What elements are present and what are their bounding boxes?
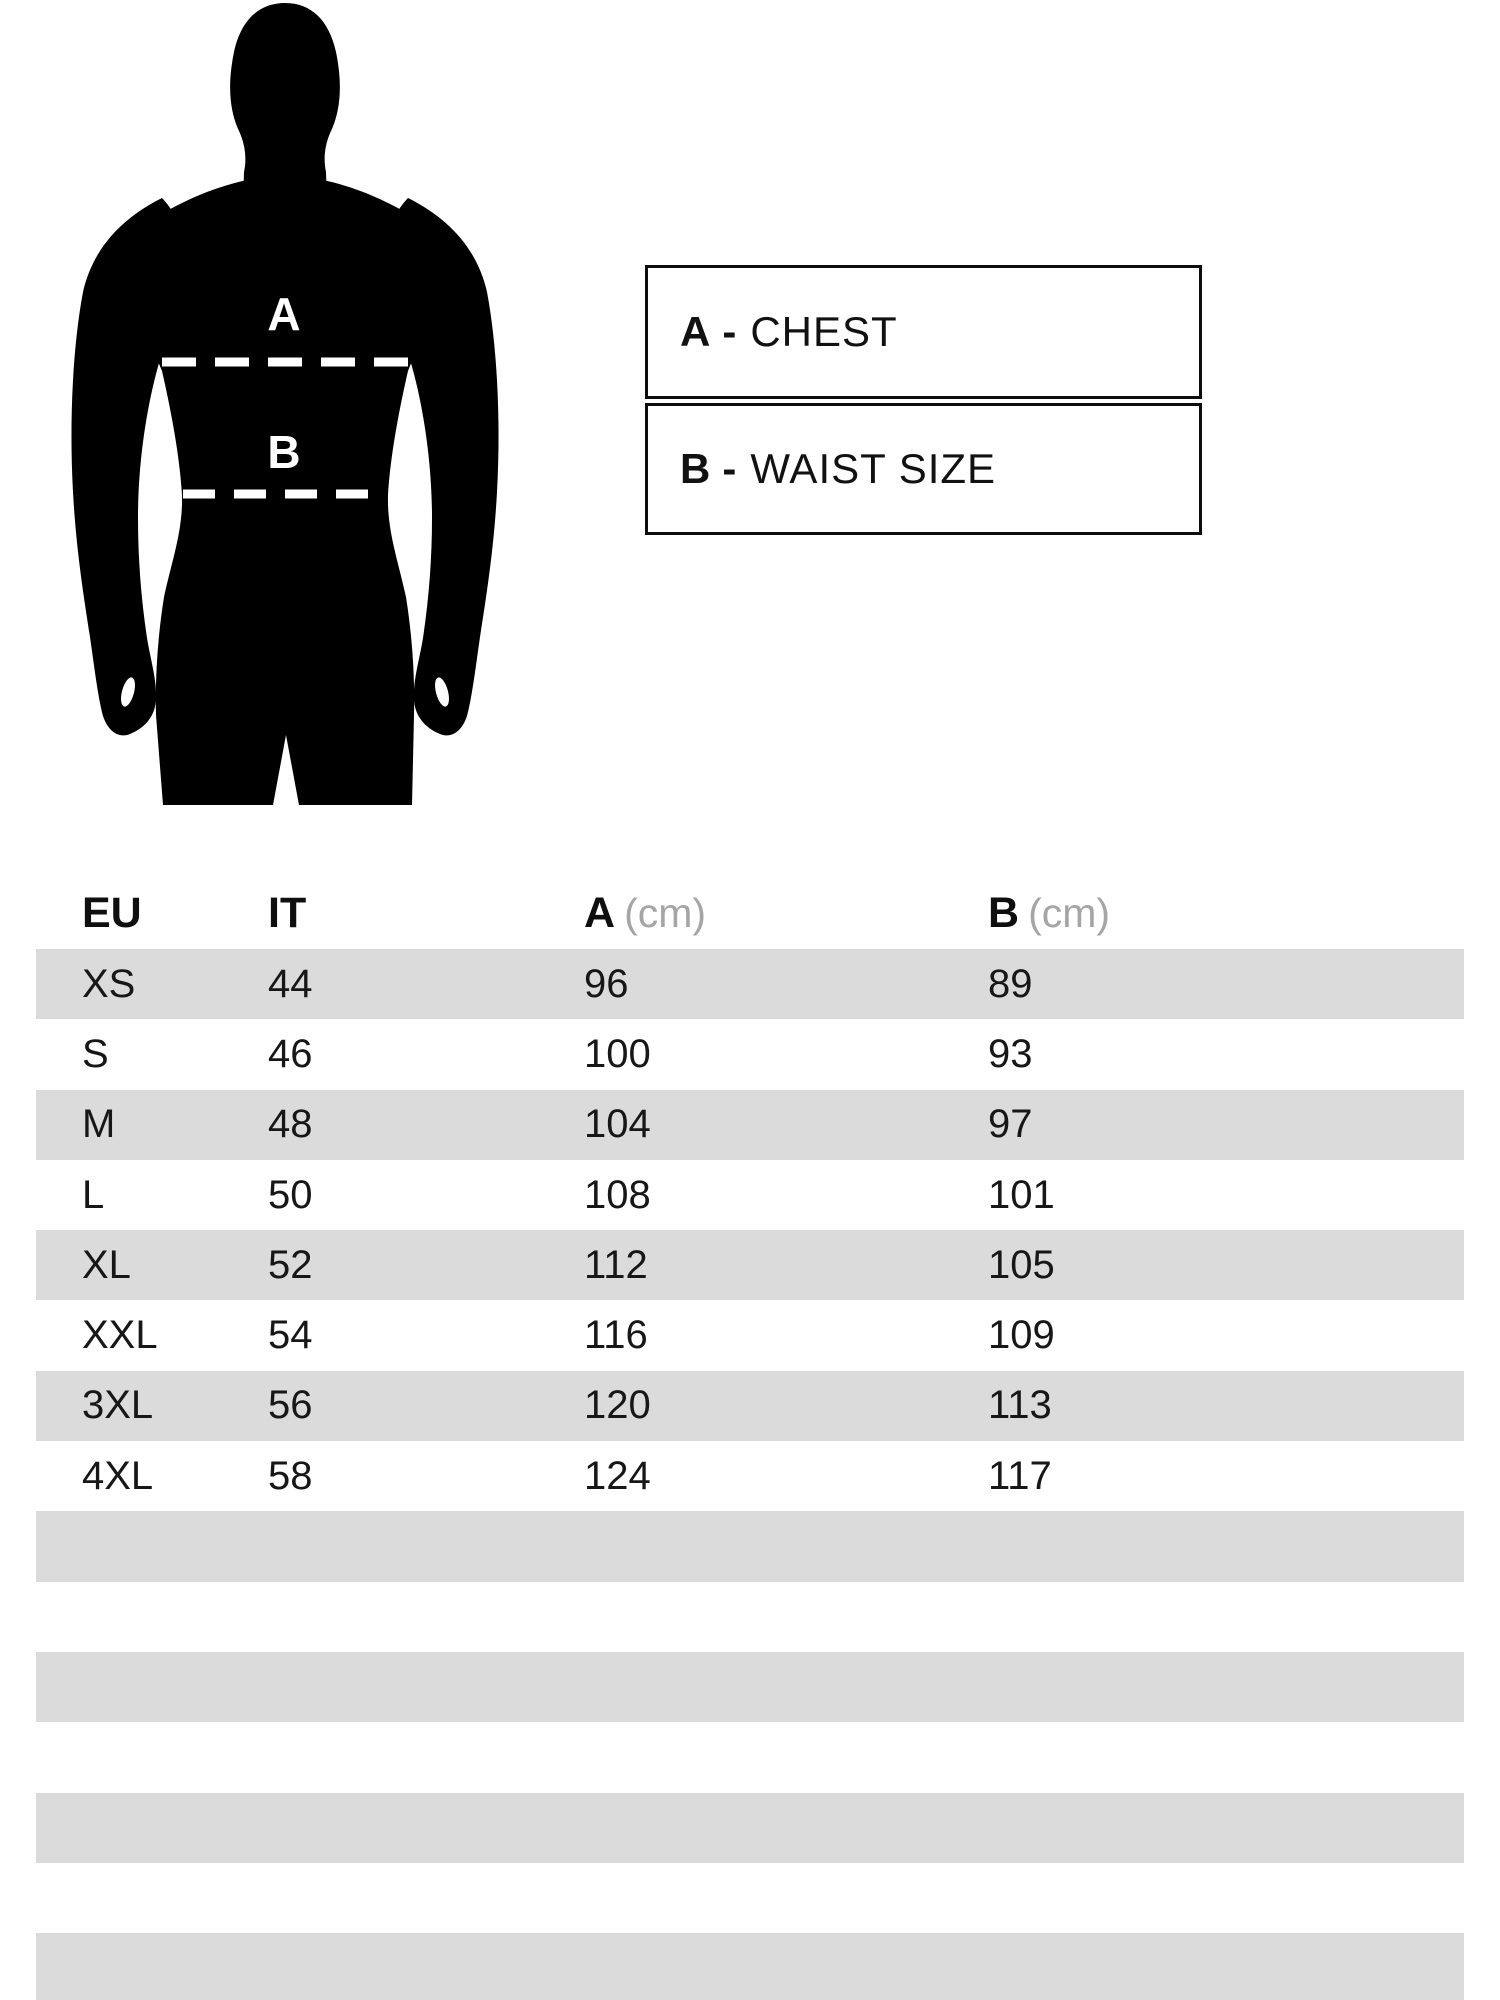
empty-stripe-row	[36, 1652, 1464, 1722]
column-header-unit: (cm)	[1028, 890, 1111, 936]
size-cell: 56	[268, 1383, 313, 1428]
size-cell: 48	[268, 1102, 313, 1147]
male-silhouette-diagram	[0, 0, 570, 815]
size-cell: 46	[268, 1031, 313, 1076]
column-header-label: B	[988, 889, 1020, 937]
size-cell: 124	[584, 1453, 651, 1498]
size-cell: 112	[584, 1242, 648, 1287]
legend-separator: -	[722, 445, 737, 492]
column-header-b-cm	[988, 878, 1110, 949]
size-row-xl	[36, 1230, 1464, 1300]
empty-stripe-row	[36, 1793, 1464, 1863]
size-cell: 108	[584, 1172, 651, 1217]
column-header-it	[268, 878, 315, 949]
size-cell: 3XL	[82, 1383, 154, 1428]
empty-stripe-row	[36, 1511, 1464, 1581]
size-cell: 4XL	[82, 1453, 154, 1498]
column-header-label: EU	[82, 889, 142, 937]
measurement-legend	[645, 265, 1202, 535]
legend-key-a: A	[680, 308, 711, 355]
column-header-label: A	[584, 889, 616, 937]
size-cell: M	[82, 1102, 116, 1147]
column-header-eu	[82, 878, 151, 949]
waist-marker-label: B	[267, 426, 301, 478]
size-cell: 89	[988, 961, 1033, 1006]
size-cell: 116	[584, 1313, 648, 1358]
size-cell: 113	[988, 1383, 1052, 1428]
size-cell: 97	[988, 1102, 1033, 1147]
size-cell: 58	[268, 1453, 313, 1498]
size-cell: 120	[584, 1383, 651, 1428]
size-row-3xl	[36, 1371, 1464, 1441]
size-row-m	[36, 1090, 1464, 1160]
size-cell: 96	[584, 961, 629, 1006]
size-table	[36, 878, 1464, 2000]
head-neck-shape	[230, 3, 340, 205]
empty-plain-row	[36, 1863, 1464, 1933]
size-cell: 44	[268, 961, 313, 1006]
chest-marker-label: A	[267, 288, 301, 340]
size-cell: 105	[988, 1242, 1055, 1287]
legend-label-chest: CHEST	[750, 308, 898, 355]
size-cell: 109	[988, 1313, 1055, 1358]
size-cell: 104	[584, 1102, 651, 1147]
size-cell: 93	[988, 1031, 1033, 1076]
size-table-header-row	[36, 878, 1464, 949]
empty-plain-row	[36, 1582, 1464, 1652]
size-cell: XS	[82, 961, 136, 1006]
size-cell: 100	[584, 1031, 651, 1076]
size-row-l	[36, 1160, 1464, 1230]
size-cell: 101	[988, 1172, 1055, 1217]
size-cell: 117	[988, 1453, 1052, 1498]
empty-plain-row	[36, 1722, 1464, 1792]
size-cell: XXL	[82, 1313, 158, 1358]
size-cell: 54	[268, 1313, 313, 1358]
size-row-xxl	[36, 1300, 1464, 1370]
size-cell: L	[82, 1172, 105, 1217]
empty-stripe-row	[36, 1933, 1464, 2000]
size-cell: 50	[268, 1172, 313, 1217]
column-header-a-cm	[584, 878, 706, 949]
size-row-s	[36, 1019, 1464, 1089]
legend-row-waist	[645, 403, 1202, 535]
legend-label-waist: WAIST SIZE	[750, 445, 997, 492]
legend-row-chest	[645, 265, 1202, 399]
column-header-unit: (cm)	[624, 890, 707, 936]
column-header-label: IT	[268, 889, 307, 937]
legend-key-b: B	[680, 445, 711, 492]
size-cell: S	[82, 1031, 109, 1076]
size-row-4xl	[36, 1441, 1464, 1511]
legend-separator: -	[722, 308, 737, 355]
size-cell: 52	[268, 1242, 313, 1287]
size-cell: XL	[82, 1242, 131, 1287]
size-row-xs	[36, 949, 1464, 1019]
